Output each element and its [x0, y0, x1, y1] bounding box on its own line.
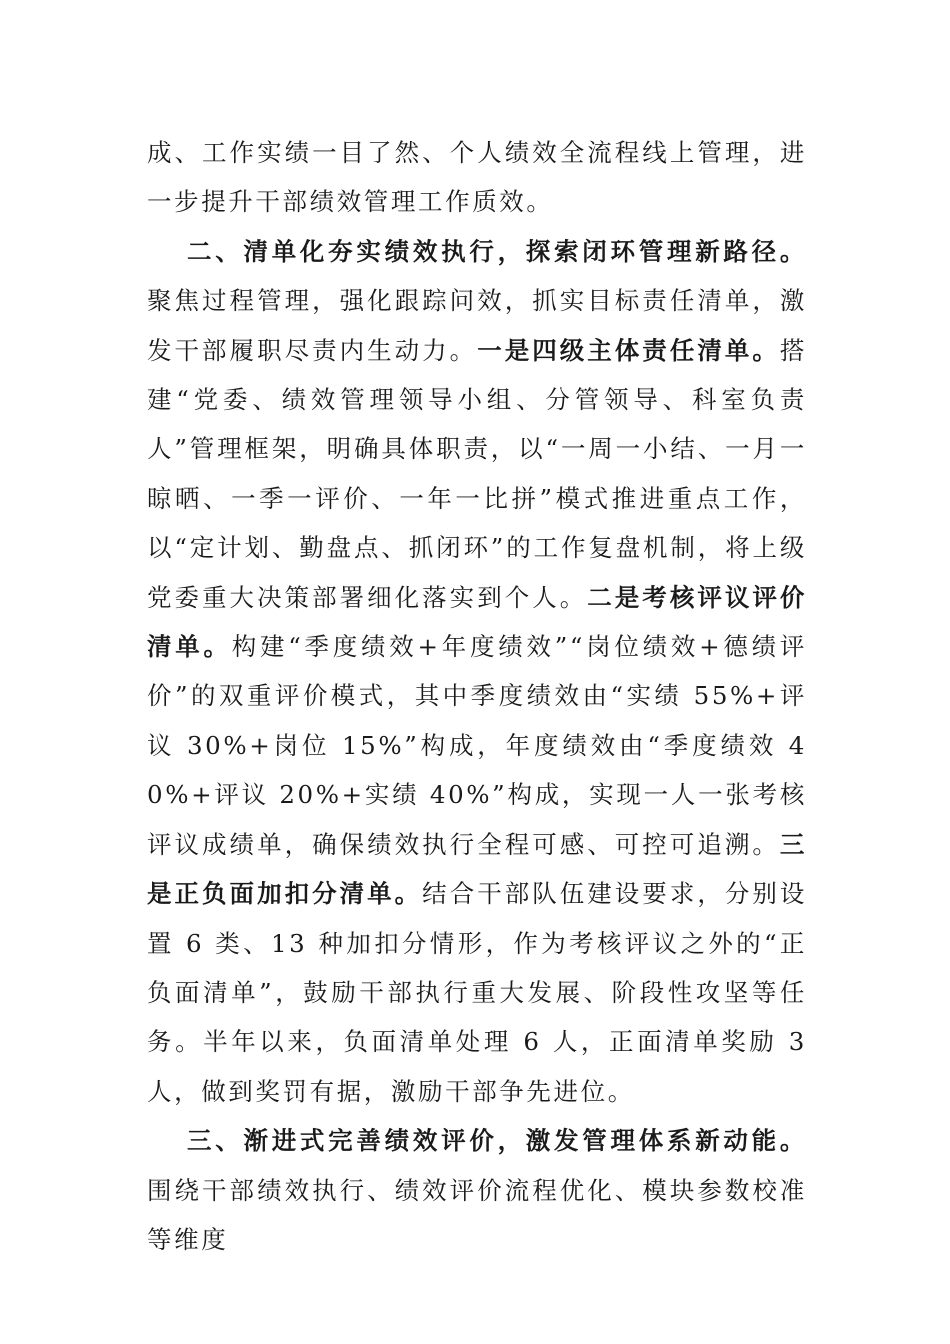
- item-heading-two: 二是考核评议评价清单。: [147, 582, 807, 662]
- document-body: [147, 128, 807, 1264]
- paragraph-2-text-item-one: 搭建“党委、绩效管理领导小组、分管领导、科室负责人”管理框架，明确具体职责，以“一周一小结、一月一晾晒、一季一评价、一年一比拼”模式推进重点工作，以“定计划、勤盘点、抓闭环”的工作复盘机制，将上级党委重大决策部署细化落实到个人。: [147, 335, 807, 612]
- paragraph-3-text: 围绕干部绩效执行、绩效评价流程优化、模块参数校准等维度: [147, 1175, 807, 1254]
- paragraph-2-text-intro: 聚焦过程管理，强化跟踪问效，抓实目标责任清单，激发干部履职尽责内生动力。: [147, 286, 807, 365]
- paragraph-1-text: 成、工作实绩一目了然、个人绩效全流程线上管理，进一步提升干部绩效管理工作质效。: [147, 138, 807, 217]
- paragraph-2-text-item-two: 构建“季度绩效+年度绩效”“岗位绩效+德绩评价”的双重评价模式，其中季度绩效由“实绩 55%+评议 30%+岗位 15%”构成，年度绩效由“季度绩效 40%+评议 20%+实绩 40%”构成，实现一人一张考核评议成绩单，确保绩效执行全程可感、可控可追溯。: [147, 632, 807, 859]
- item-heading-one: 一是四级主体责任清单。: [477, 335, 780, 365]
- paragraph-1: [147, 128, 807, 227]
- item-heading-three: 三是正负面加扣分清单。: [147, 829, 807, 909]
- section-heading-two: 二、清单化夯实绩效执行，探索闭环管理新路径。: [187, 236, 807, 266]
- section-heading-three: 三、渐进式完善绩效评价，激发管理体系新动能。: [187, 1126, 807, 1156]
- paragraph-2-text-item-three: 结合干部队伍建设要求，分别设置 6 类、13 种加扣分情形，作为考核评议之外的“正负面清单”，鼓励干部执行重大发展、阶段性攻坚等任务。半年以来，负面清单处理 6 人，正面清单奖励 3 人，做到奖罚有据，激励干部争先进位。: [147, 879, 807, 1106]
- paragraph-3: [147, 1116, 807, 1264]
- paragraph-2: [147, 227, 807, 1116]
